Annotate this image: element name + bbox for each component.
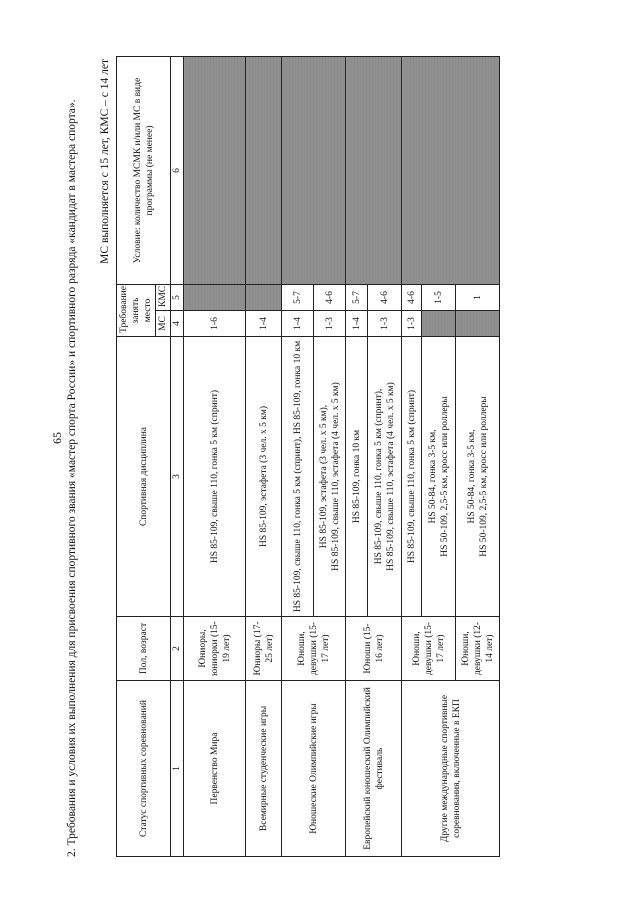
discipline-line: HS 50-109, 2,5-5 км, кросс или роллеры [439,396,450,557]
discipline-line: HS 50-84, гонка 3-5 км, [427,429,438,524]
header-discipline: Спортивная дисциплина [117,337,171,617]
gender-age-cell: Юноши, девушки (12-14 лет) [456,617,500,681]
gender-age-cell: Юниоры (17-25 лет) [246,617,282,681]
condition-cell-shaded [246,57,282,285]
discipline-line: HS 85-109, свыше 110, эстафета (4 чел. x 5 км) [330,382,341,571]
discipline-cell: HS 85-109, свыше 110, гонка 5 км (спринт), HS 85-109, гонка 10 км [282,337,314,617]
table-row [346,57,368,857]
ms-cell: 1-6 [184,311,246,337]
discipline-cell: HS 85-109, эстафета (3 чел. x 5 км) [246,337,282,617]
kms-cell: 5-7 [282,285,314,311]
ms-cell: 1-3 [368,311,402,337]
discipline-cell [422,337,456,617]
ms-cell: 1-3 [402,311,422,337]
col-number: 5 [171,285,184,311]
status-cell: Всемирные студенческие игры [246,681,282,857]
column-number-row [171,57,184,857]
ms-cell: 1-4 [282,311,314,337]
ms-cell-shaded [422,311,456,337]
table-row [402,57,422,857]
header-condition: Условие: количество МСМК и/или МС в виде программы (не менее) [117,57,171,285]
age-note: МС выполняется с 15 лет, КМС – с 14 лет [99,59,111,264]
header-requirement: Требование: занять место [117,285,156,337]
discipline-cell: HS 85-109, свыше 110, гонка 5 км (спринт) [184,337,246,617]
kms-cell-shaded [246,285,282,311]
discipline-cell [314,337,346,617]
header-kms: КМС [156,285,171,311]
discipline-line: HS 85-109, эстафета (3 чел. x 5 км), [318,404,329,549]
ms-cell: 1-4 [246,311,282,337]
discipline-cell: HS 85-109, свыше 110, гонка 5 км (спринт) [402,337,422,617]
header-row [117,57,156,857]
status-cell: Юношеские Олимпийские игры [282,681,346,857]
kms-cell: 4-6 [402,285,422,311]
kms-cell: 4-6 [314,285,346,311]
table-row [282,57,314,857]
col-number: 3 [171,337,184,617]
discipline-cell [456,337,500,617]
status-cell: Европейский юношеский Олимпийский фестиваль [346,681,402,857]
discipline-line: HS 85-109, свыше 110, эстафета (4 чел. x 5 км) [385,382,396,571]
page-number: 65 [50,432,64,444]
condition-cell-shaded [184,57,246,285]
table-row [184,57,246,857]
requirements-table [116,56,500,857]
col-number: 2 [171,617,184,681]
gender-age-cell: Юноши (15-16 лет) [346,617,402,681]
kms-cell: 5-7 [346,285,368,311]
kms-cell: 1 [456,285,500,311]
header-status: Статус спортивных соревнований [117,681,171,857]
table-row [246,57,282,857]
col-number: 6 [171,57,184,285]
gender-age-cell: Юноши, девушки (15-17 лет) [282,617,346,681]
condition-cell-shaded [402,57,500,285]
gender-age-cell: Юноши, девушки (15-17 лет) [402,617,456,681]
kms-cell: 4-6 [368,285,402,311]
status-cell: Другие международные спортивные соревнования, включенные в ЕКП [402,681,500,857]
condition-cell-shaded [282,57,346,285]
ms-cell-shaded [456,311,500,337]
col-number: 1 [171,681,184,857]
condition-cell-shaded [346,57,402,285]
discipline-line: HS 50-109, 2,5-5 км, кросс или роллеры [478,396,489,557]
discipline-line: HS 50-84, гонка 3-5 км, [466,429,477,524]
section-heading: 2. Требования и условия их выполнения для присвоения спортивного звания «мастер спорта России» и спортивного разряда «кандидат в мастера спорта». [66,99,78,857]
status-cell: Первенство Мира [184,681,246,857]
discipline-line: HS 85-109, свыше 110, гонка 5 км (спринт), [373,388,384,565]
kms-cell: 1-5 [422,285,456,311]
header-ms: МС [156,311,171,337]
col-number: 4 [171,311,184,337]
kms-cell-shaded [184,285,246,311]
header-gender-age: Пол, возраст [117,617,171,681]
gender-age-cell: Юниоры, юниорки (15-19 лет) [184,617,246,681]
rotated-page [64,57,504,857]
discipline-cell: HS 85-109, гонка 10 км [346,337,368,617]
ms-cell: 1-4 [346,311,368,337]
ms-cell: 1-3 [314,311,346,337]
discipline-cell [368,337,402,617]
